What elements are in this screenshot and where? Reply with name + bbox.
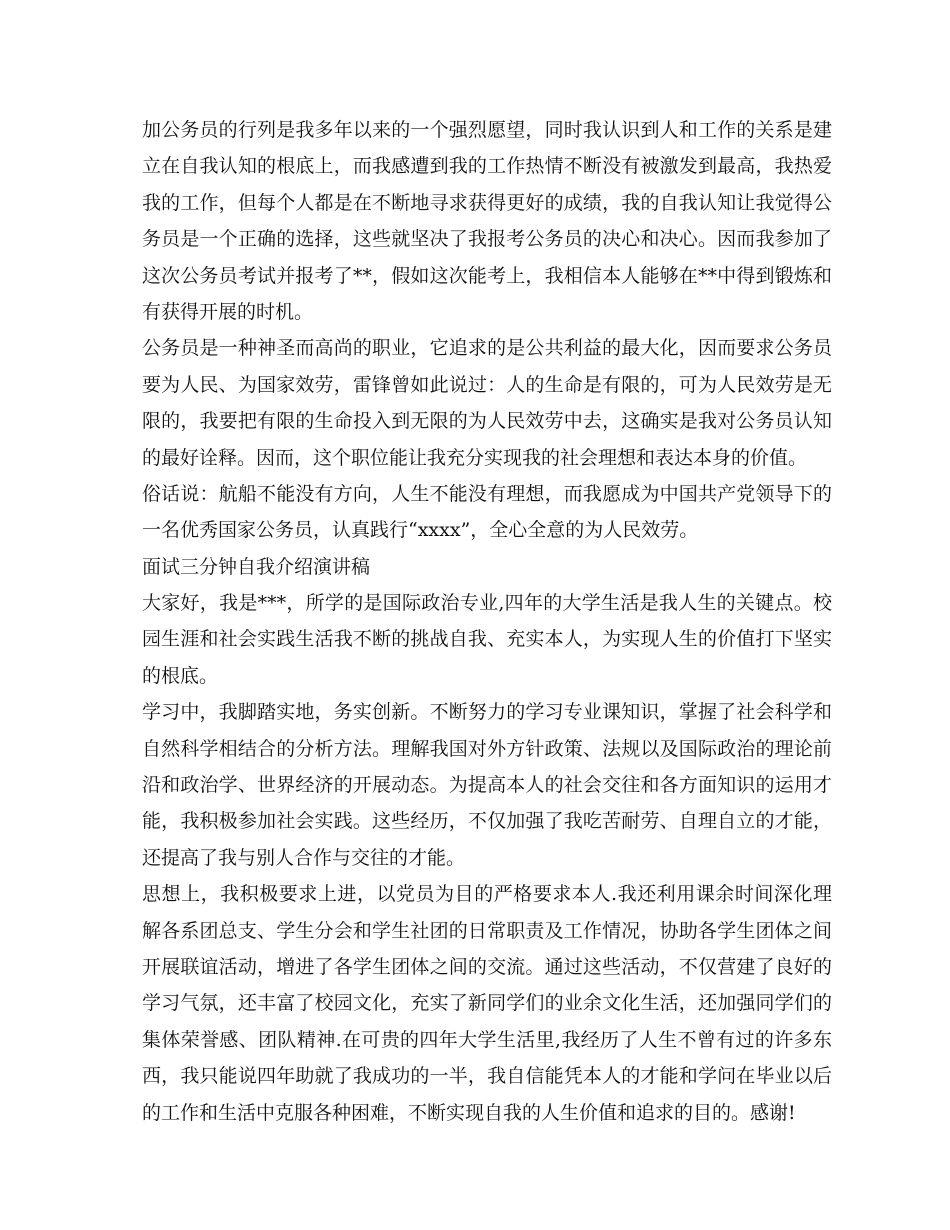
text-line: 思想上，我积极要求上进，以党员为目的严格要求本人.我还利用课余时间深化理: [142, 883, 832, 906]
text-line: 学习中，我脚踏实地，务实创新。不断努力的学习专业课知识，掌握了社会科学和: [142, 701, 832, 724]
text-line: 还提高了我与别人合作与交往的才能。: [142, 846, 466, 869]
text-line: 一名优秀国家公务员，认真践行“xxxx”，全心全意的为人民效劳。: [142, 519, 699, 542]
text-line: 园生涯和社会实践生活我不断的挑战自我、充实本人，为实现人生的价值打下坚实: [142, 628, 832, 651]
text-line: 务员是一个正确的选择，这些就坚决了我报考公务员的决心和决心。因而我参加了: [142, 228, 832, 251]
text-line: 的最好诠释。因而，这个职位能让我充分实现我的社会理想和表达本身的价值。: [142, 446, 808, 469]
text-line: 学习气氛，还丰富了校园文化，充实了新同学们的业余文化生活，还加强同学们的: [142, 992, 832, 1015]
section-heading: 面试三分钟自我介绍演讲稿: [142, 555, 371, 578]
text-line: 加公务员的行列是我多年以来的一个强烈愿望，同时我认识到人和工作的关系是建: [142, 119, 832, 141]
text-line: 我的工作，但每个人都是在不断地寻求获得更好的成绩，我的自我认知让我觉得公: [142, 191, 832, 214]
text-line: 要为人民、为国家效劳，雷锋曾如此说过：人的生命是有限的，可为人民效劳是无: [142, 373, 832, 396]
text-line: 这次公务员考试并报考了**，假如这次能考上，我相信本人能够在**中得到锻炼和: [142, 264, 832, 287]
text-line: 立在自我认知的根底上，而我感遭到我的工作热情不断没有被激发到最高，我热爱: [142, 155, 832, 178]
text-line: 沿和政治学、世界经济的开展动态。为提高本人的社会交往和各方面知识的运用才: [142, 774, 832, 797]
text-line: 集体荣誉感、团队精神.在可贵的四年大学生活里,我经历了人生不曾有过的许多东: [142, 1028, 832, 1051]
text-line: 限的，我要把有限的生命投入到无限的为人民效劳中去，这确实是我对公务员认知: [142, 410, 832, 433]
document-body: [142, 112, 832, 1131]
text-line: 解各系团总支、学生分会和学生社团的日常职责及工作情况，协助各学生团体之间: [142, 919, 832, 942]
text-line: 开展联谊活动，增进了各学生团体之间的交流。通过这些活动，不仅营建了良好的: [142, 955, 832, 978]
text-line: 大家好，我是***，所学的是国际政治专业,四年的大学生活是我人生的关键点。校: [142, 592, 832, 615]
text-line: 能，我积极参加社会实践。这些经历，不仅加强了我吃苦耐劳、自理自立的才能，: [142, 810, 832, 833]
text-line: 公务员是一种神圣而高尚的职业，它追求的是公共利益的最大化，因而要求公务员: [142, 337, 832, 360]
text-line: 有获得开展的时机。: [142, 300, 314, 323]
text-line: 俗话说：航船不能没有方向，人生不能没有理想，而我愿成为中国共产党领导下的: [142, 482, 832, 505]
text-line: 西，我只能说四年助就了我成功的一半，我自信能凭本人的才能和学问在毕业以后: [142, 1065, 832, 1088]
text-line: 的根底。: [142, 664, 219, 687]
text-line: 自然科学相结合的分析方法。理解我国对外方针政策、法规以及国际政治的理论前: [142, 737, 832, 760]
text-line: 的工作和生活中克服各种困难，不断实现自我的人生价值和追求的目的。感谢!: [142, 1101, 796, 1124]
